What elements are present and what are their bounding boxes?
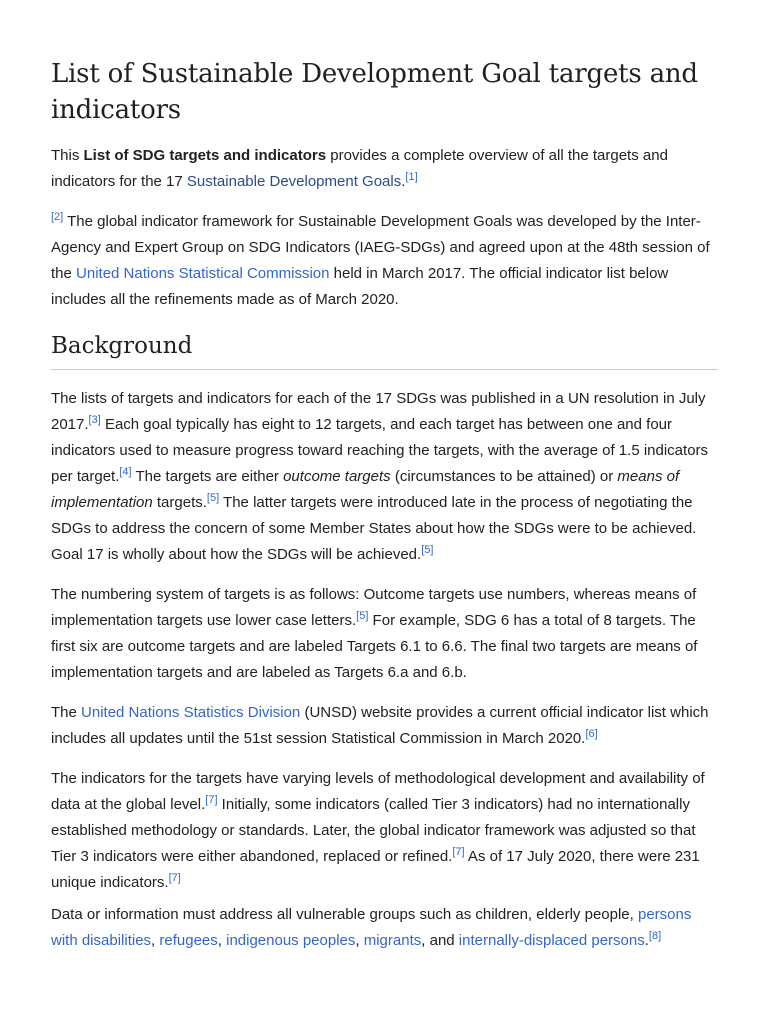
text: As of 17 July 2020, there were 231 unique indicators. — [51, 848, 700, 891]
link-persons-with-disabilities[interactable]: persons with disabilities — [51, 906, 692, 949]
text: . — [644, 932, 649, 949]
background-paragraph-4 — [51, 766, 718, 896]
text: (UNSD) website provides a current official indicator list which includes all updates until the 51st session Statistical Commission in March 2020. — [51, 704, 709, 747]
citation-link[interactable]: [2] — [51, 211, 64, 223]
citation-5 — [207, 492, 219, 504]
text: Each goal typically has eight to 12 targets, and each target has between one and four indicators used to measure progress toward reaching the targets, with the average of 1.5 indicators per target. — [51, 416, 709, 485]
citation-link[interactable]: [7] — [205, 794, 218, 806]
citation-link[interactable]: [6] — [585, 728, 598, 740]
citation-6 — [585, 728, 597, 740]
citation-link[interactable]: [7] — [452, 846, 465, 858]
text: For example, SDG 6 has a total of 8 targets. The first six are outcome targets and are labeled Targets 6.1 to 6.6. The final two targets are means of implementation targets and are labeled as Targets 6.a and 6.b. — [51, 612, 698, 681]
text: The global indicator framework for Sustainable Development Goals was developed by the Inter-Agency and Expert Group on SDG Indicators (IAEG-SDGs) and agreed upon at the 48th session of the — [51, 213, 710, 282]
background-paragraph-1 — [51, 386, 718, 568]
link-internally-displaced-persons[interactable]: internally-displaced persons — [458, 932, 645, 949]
citation-5 — [356, 610, 368, 622]
text: The targets are either — [131, 468, 284, 485]
background-paragraph-2 — [51, 582, 718, 686]
text: , — [151, 932, 160, 949]
text: The — [51, 704, 82, 721]
citation-1 — [405, 171, 417, 183]
link-indigenous-peoples[interactable]: indigenous peoples — [226, 932, 356, 949]
text: provides a complete overview of all the targets and indicators for the 17 — [51, 147, 668, 190]
intro-paragraph-1 — [51, 143, 718, 195]
citation-link[interactable]: [7] — [168, 872, 181, 884]
text: . — [401, 173, 406, 190]
citation-7 — [205, 794, 217, 806]
citation-2 — [51, 211, 63, 223]
citation-link[interactable]: [5] — [206, 492, 220, 504]
text: , and — [421, 932, 459, 949]
text: The latter targets were introduced late in the process of negotiating the SDGs to address the concern of some Member States about how the SDGs were to be achieved. Goal 17 is wholly about how the SDGs will be achieved. — [51, 494, 697, 563]
link-un-statistical-commission[interactable]: United Nations Statistical Commission — [76, 265, 330, 282]
citation-link[interactable]: [8] — [648, 930, 662, 942]
intro-paragraph-2 — [51, 209, 718, 313]
text: (circumstances to be attained) or — [390, 468, 618, 485]
citation-7 — [169, 872, 181, 884]
link-migrants[interactable]: migrants — [363, 932, 422, 949]
link-sustainable-development-goals[interactable]: Sustainable Development Goals — [186, 173, 402, 190]
text: Data or information must address all vulnerable groups such as children, elderly people, — [51, 906, 638, 923]
text: Initially, some indicators (called Tier 3 indicators) had no internationally established methodology or standards. Later, the global indicator framework was adjusted so that Tier 3 indicators were either abandoned, replaced or refined. — [51, 796, 696, 865]
link-un-statistics-division[interactable]: United Nations Statistics Division — [81, 704, 301, 721]
page-title: List of Sustainable Development Goal targets and indicators — [51, 59, 698, 125]
text: The lists of targets and indicators for each of the 17 SDGs was published in a UN resolution in July 2017. — [51, 390, 706, 433]
text: held in March 2017. The official indicator list below includes all the refinements made as of March 2020. — [51, 265, 669, 308]
citation-3 — [89, 414, 101, 426]
text: , — [355, 932, 364, 949]
background-paragraph-3 — [51, 700, 718, 752]
link-refugees[interactable]: refugees — [159, 932, 218, 949]
text: The numbering system of targets is as follows: Outcome targets use numbers, whereas means of implementation targets use lower case letters. — [51, 586, 697, 629]
text: The indicators for the targets have varying levels of methodological development and availability of data at the global level. — [51, 770, 705, 813]
text: This — [51, 147, 84, 164]
text: targets. — [152, 494, 207, 511]
citation-5 — [421, 544, 433, 556]
bold-term: List of SDG targets and indicators — [83, 147, 327, 164]
section-heading-background: Background — [51, 329, 718, 370]
citation-link[interactable]: [1] — [405, 171, 418, 183]
italic-term: means of implementation — [51, 468, 680, 511]
italic-term: outcome targets — [283, 468, 391, 485]
citation-4 — [119, 466, 131, 478]
citation-link[interactable]: [5] — [356, 610, 369, 622]
background-paragraph-5 — [51, 902, 718, 954]
citation-8 — [649, 930, 661, 942]
citation-link[interactable]: [5] — [421, 544, 434, 556]
text: , — [217, 932, 227, 949]
citation-link[interactable]: [3] — [88, 414, 101, 426]
citation-link[interactable]: [4] — [119, 466, 132, 478]
citation-7 — [452, 846, 464, 858]
